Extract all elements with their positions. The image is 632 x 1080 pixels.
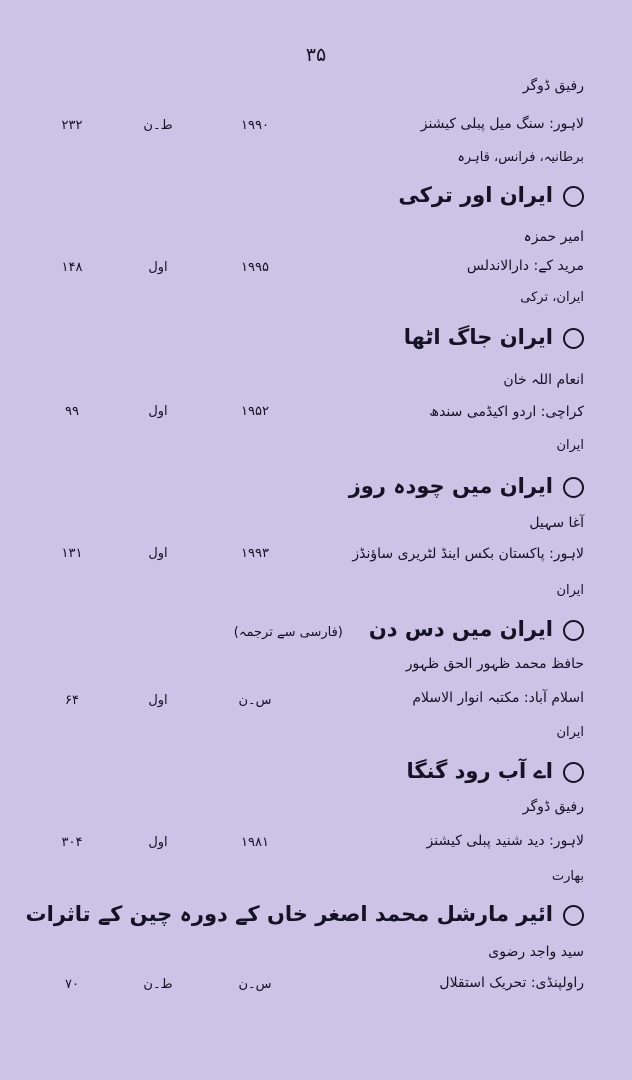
- author-name: امیر حمزہ: [523, 229, 584, 245]
- author-name: رفیق ڈوگر: [522, 78, 584, 94]
- publisher-line: اسلام آباد: مکتبہ انوار الاسلام: [412, 690, 584, 706]
- subject-line: ایران: [556, 725, 584, 740]
- subject-line: برطانیہ، فرانس، قاہرہ: [457, 150, 584, 165]
- bullet-circle-icon: [563, 762, 584, 783]
- author-name: سید واجد رضوی: [488, 944, 584, 960]
- author-name: آغا سہیل: [529, 515, 584, 531]
- author-name: حافظ محمد ظہور الحق ظہور: [405, 656, 584, 672]
- subject-line: ایران: [556, 438, 584, 453]
- publisher-line: راولپنڈی: تحریک استقلال: [439, 975, 584, 991]
- publisher-line: لاہور: پاکستان بکس اینڈ لٹریری ساؤنڈز: [352, 546, 584, 562]
- year-value: ۱۹۹۰: [241, 118, 269, 133]
- entry-title: ایران میں چودہ روز: [349, 474, 584, 498]
- publisher-line: لاہور: دید شنید پبلی کیشنز: [426, 833, 584, 849]
- year-value: ۱۹۹۳: [241, 546, 269, 561]
- pages-value: ۳۰۴: [61, 835, 83, 850]
- publisher-line: مرید کے: دارالاندلس: [466, 258, 584, 274]
- entry-title: ائیر مارشل محمد اصغر خاں کے دورہ چین کے تاثرات: [26, 902, 584, 926]
- author-name: انعام اللہ خان: [503, 372, 584, 388]
- year-value: س۔ن: [238, 693, 272, 708]
- publisher-line: لاہور: سنگ میل پبلی کیشنز: [420, 116, 584, 132]
- bullet-circle-icon: [563, 905, 584, 926]
- bullet-circle-icon: [563, 186, 584, 207]
- pages-value: ۱۳۱: [61, 546, 83, 561]
- edition-value: اول: [148, 546, 168, 561]
- edition-value: اول: [148, 404, 168, 419]
- edition-value: ط۔ن: [143, 977, 173, 992]
- bullet-circle-icon: [563, 477, 584, 498]
- entry-title: ایران میں دس دن(فارسی سے ترجمہ): [234, 617, 584, 641]
- pages-value: ۲۳۲: [61, 118, 83, 133]
- year-value: ۱۹۸۱: [241, 835, 269, 850]
- translation-note: (فارسی سے ترجمہ): [233, 625, 343, 640]
- page-number: ۳۵: [305, 44, 327, 66]
- pages-value: ۷۰: [65, 977, 79, 992]
- entry-title: اے آب رود گنگا: [406, 759, 584, 783]
- publisher-line: کراچی: اردو اکیڈمی سندھ: [429, 404, 584, 420]
- author-name: رفیق ڈوگر: [522, 799, 584, 815]
- edition-value: اول: [148, 835, 168, 850]
- edition-value: اول: [148, 260, 168, 275]
- edition-value: ط۔ن: [143, 118, 173, 133]
- year-value: س۔ن: [238, 977, 272, 992]
- bullet-circle-icon: [563, 620, 584, 641]
- bullet-circle-icon: [563, 328, 584, 349]
- subject-line: بھارت: [551, 869, 584, 884]
- subject-line: ایران، ترکی: [520, 290, 584, 305]
- year-value: ۱۹۵۲: [241, 404, 269, 419]
- pages-value: ۹۹: [65, 404, 79, 419]
- pages-value: ۶۴: [65, 693, 79, 708]
- entry-title: ایران اور ترکی: [398, 183, 584, 207]
- subject-line: ایران: [556, 583, 584, 598]
- pages-value: ۱۴۸: [61, 260, 83, 275]
- entry-title: ایران جاگ اٹھا: [404, 325, 584, 349]
- year-value: ۱۹۹۵: [241, 260, 269, 275]
- edition-value: اول: [148, 693, 168, 708]
